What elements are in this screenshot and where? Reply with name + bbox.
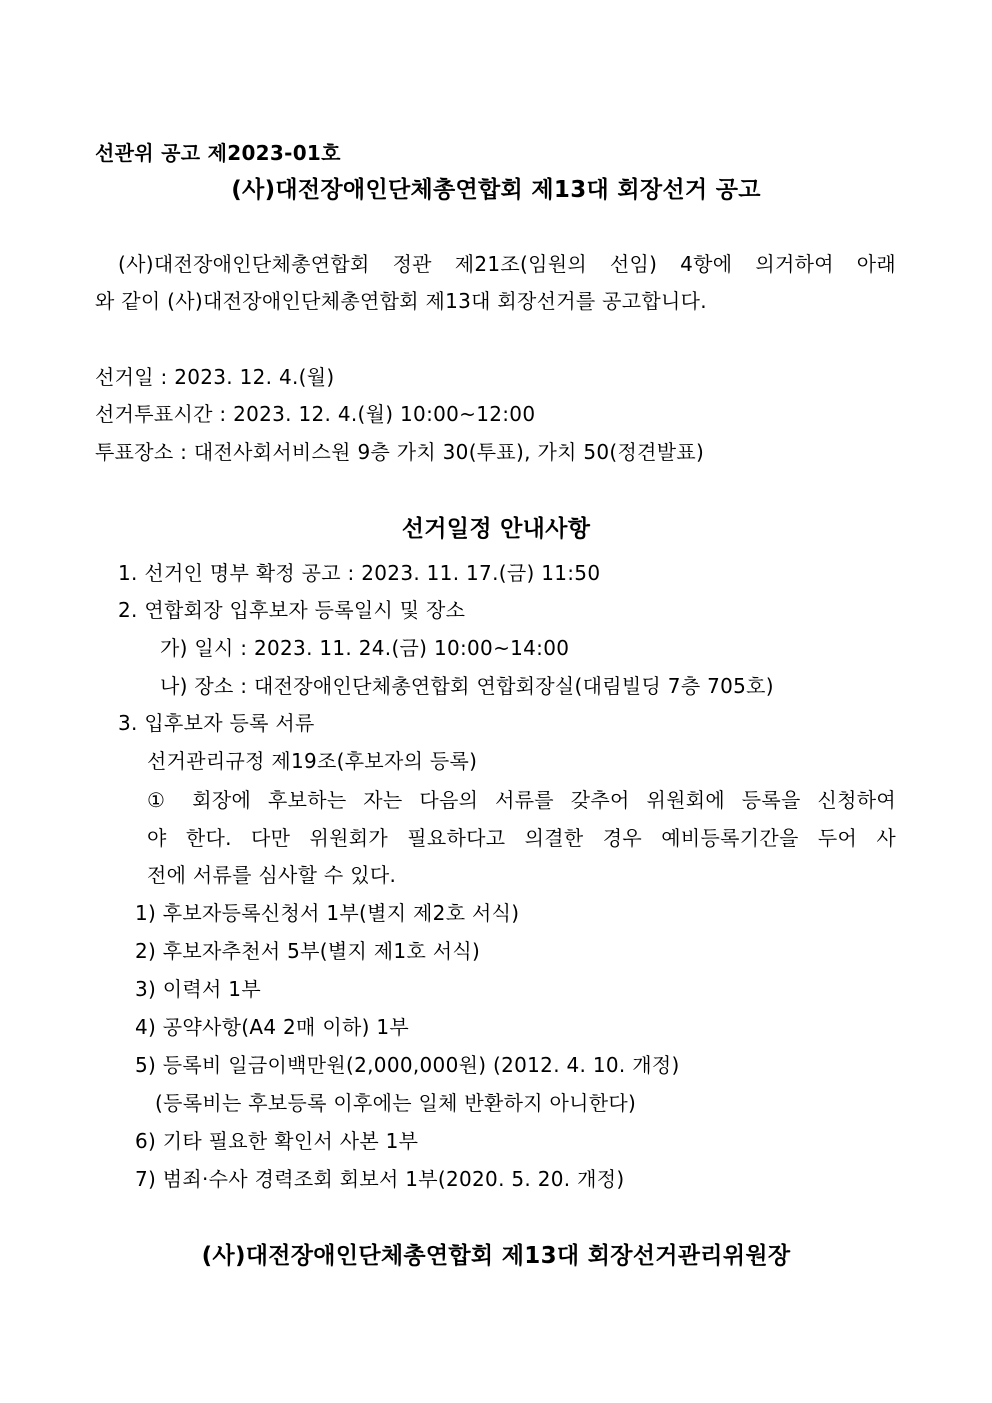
doc-item: 5) 등록비 일금이백만원(2,000,000원) (2012. 4. 10. 개정) (135, 1053, 680, 1077)
doc-item: 6) 기타 필요한 확인서 사본 1부 (135, 1129, 419, 1153)
clause-line-2: 야 한다. 다만 위원회가 필요하다고 의결한 경우 예비등록기간을 두어 사 (147, 826, 896, 850)
schedule-item-3: 3. 입후보자 등록 서류 (118, 711, 315, 735)
notice-number: 선관위 공고 제2023-01호 (95, 141, 341, 165)
voting-place: 투표장소 : 대전사회서비스원 9층 가치 30(투표), 가치 50(정견발표) (95, 440, 705, 464)
schedule-heading: 선거일정 안내사항 (401, 516, 591, 542)
regulation-reference: 선거관리규정 제19조(후보자의 등록) (147, 749, 478, 773)
intro-line-1: (사)대전장애인단체총연합회 정관 제21조(임원의 선임) 4항에 의거하여 아래 (118, 252, 896, 276)
doc-item: 7) 범죄·수사 경력조회 회보서 1부(2020. 5. 20. 개정) (135, 1167, 625, 1191)
clause-line-3: 전에 서류를 심사할 수 있다. (147, 863, 397, 887)
signature: (사)대전장애인단체총연합회 제13대 회장선거관리위원장 (201, 1243, 791, 1269)
schedule-item-2: 2. 연합회장 입후보자 등록일시 및 장소 (118, 598, 466, 622)
doc-item: 4) 공약사항(A4 2매 이하) 1부 (135, 1015, 409, 1039)
doc-item: 2) 후보자추천서 5부(별지 제1호 서식) (135, 939, 481, 963)
clause-line-1: ① 회장에 후보하는 자는 다음의 서류를 갖추어 위원회에 등록을 신청하여 (147, 788, 896, 812)
schedule-item-1: 1. 선거인 명부 확정 공고 : 2023. 11. 17.(금) 11:50 (118, 561, 601, 585)
doc-item: 3) 이력서 1부 (135, 977, 261, 1001)
schedule-item-2-b: 나) 장소 : 대전장애인단체총연합회 연합회장실(대림빌딩 7층 705호) (160, 674, 774, 698)
voting-time: 선거투표시간 : 2023. 12. 4.(월) 10:00~12:00 (95, 402, 536, 426)
schedule-item-2-a: 가) 일시 : 2023. 11. 24.(금) 10:00~14:00 (160, 636, 570, 660)
document-title: (사)대전장애인단체총연합회 제13대 회장선거 공고 (231, 177, 761, 203)
doc-item: 1) 후보자등록신청서 1부(별지 제2호 서식) (135, 901, 520, 925)
fee-note: (등록비는 후보등록 이후에는 일체 반환하지 아니한다) (155, 1091, 637, 1115)
election-date: 선거일 : 2023. 12. 4.(월) (95, 365, 335, 389)
intro-line-2: 와 같이 (사)대전장애인단체총연합회 제13대 회장선거를 공고합니다. (95, 289, 707, 313)
